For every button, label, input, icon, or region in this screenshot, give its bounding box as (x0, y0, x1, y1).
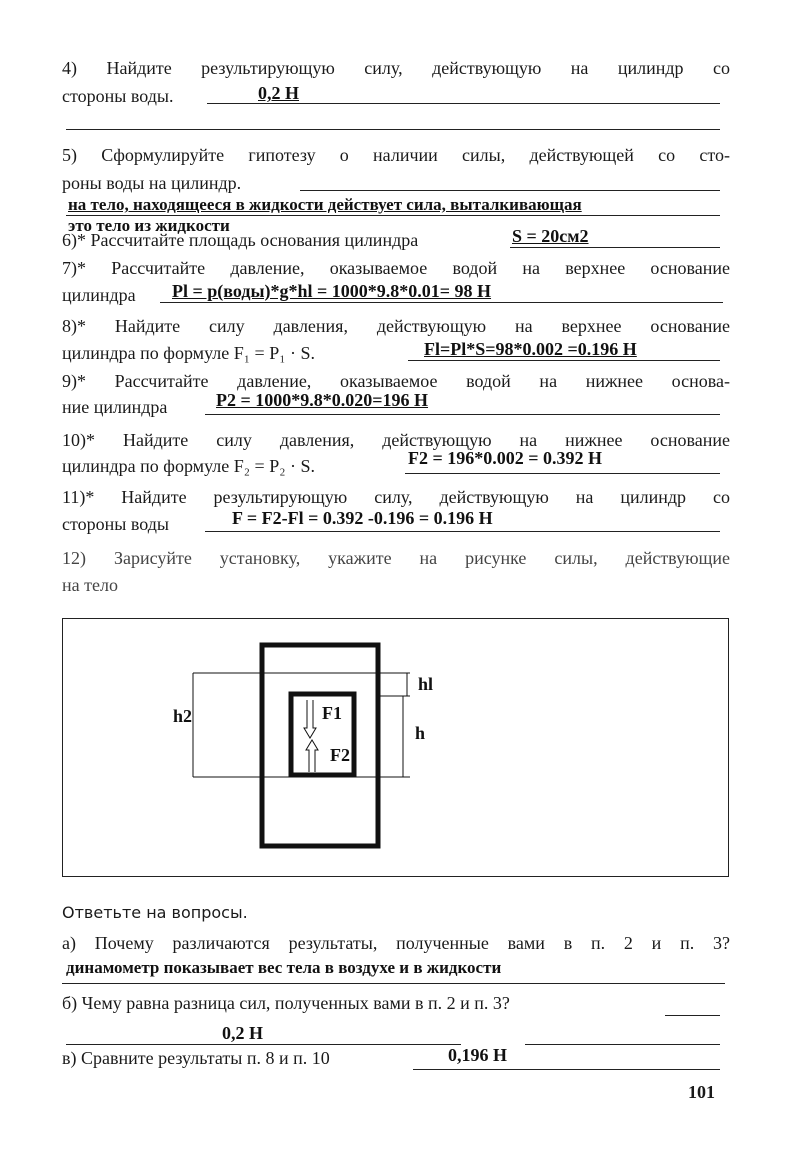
q10-text-2: цилиндра по формуле F₂ = P₂ · S. (62, 456, 315, 476)
q6-text: 6)* Рассчитайте площадь основания цилиндра (62, 230, 419, 250)
f2-label: F2 (330, 745, 350, 765)
q8-text-2: цилиндра по формуле F₁ = P₁ · S. (62, 343, 315, 363)
q12-text: 12) Зарисуйте установку, укажите на рисунке силы, действующие (62, 548, 730, 568)
q8-text: 8)* Найдите силу давления, действующую на верхнее основание (62, 316, 730, 336)
answer-line (62, 982, 725, 984)
q5-text: 5) Сформулируйте гипотезу о наличии силы, действующей со сто- (62, 145, 730, 165)
q4-text-2: стороны воды. (62, 86, 174, 106)
q5-text-2: роны воды на цилиндр. (62, 173, 242, 193)
q5-answer-2: это тело из жидкости (68, 216, 230, 235)
q8-answer: Fl=Pl*S=98*0.002 =0.196 Н (424, 339, 637, 359)
q5-answer: на тело, находящееся в жидкости действует сила, выталкивающая (68, 195, 582, 214)
vessel (262, 645, 378, 846)
q6-answer: S = 20см2 (512, 226, 589, 246)
h1-label: hl (418, 674, 434, 694)
q12-text-2: на тело (62, 575, 118, 595)
answer-line (413, 1068, 720, 1070)
q11-text-2: стороны воды (62, 514, 169, 534)
f2-arrow-icon (306, 740, 318, 772)
page-number: 101 (688, 1082, 715, 1102)
q11-answer: F = F2-Fl = 0.392 -0.196 = 0.196 Н (232, 508, 493, 528)
f1-arrow-icon (304, 700, 316, 738)
answer-line (525, 1043, 720, 1045)
q4-answer: 0,2 Н (258, 83, 300, 103)
q10-text: 10)* Найдите силу давления, действующую на нижнее основание (62, 430, 730, 450)
f1-label: F1 (322, 703, 342, 723)
question-b-answer: 0,2 Н (222, 1023, 264, 1043)
questions-heading: Ответьте на вопросы. (62, 903, 248, 922)
q9-text: 9)* Рассчитайте давление, оказываемое водой на нижнее основа- (62, 371, 730, 391)
question-a-answer: динамометр показывает вес тела в воздухе и в жидкости (66, 958, 502, 977)
h-label: h (415, 723, 426, 743)
q9-text-2: ние цилиндра (62, 397, 168, 417)
q9-answer: P2 = 1000*9.8*0.020=196 Н (216, 390, 429, 410)
answer-line (66, 1043, 461, 1045)
question-b: б) Чему равна разница сил, полученных вами в п. 2 и п. 3? (62, 993, 510, 1013)
q10-answer: F2 = 196*0.002 = 0.392 Н (408, 448, 603, 468)
q7-answer: Pl = p(воды)*g*hl = 1000*9.8*0.01= 98 Н (172, 281, 492, 301)
h2-label: h2 (173, 706, 193, 726)
answer-line (665, 1014, 720, 1016)
q7-text: 7)* Рассчитайте давление, оказываемое водой на верхнее основание (62, 258, 730, 278)
question-c: в) Сравните результаты п. 8 и п. 10 (62, 1048, 330, 1068)
q11-text: 11)* Найдите результирующую силу, действующую на цилиндр со (62, 487, 730, 507)
question-c-answer: 0,196 Н (448, 1045, 508, 1065)
q7-text-2: цилиндра (62, 285, 136, 305)
q4-text: 4) Найдите результирующую силу, действующую на цилиндр со (62, 58, 730, 78)
question-a: а) Почему различаются результаты, полученные вами в п. 2 и п. 3? (62, 933, 730, 953)
